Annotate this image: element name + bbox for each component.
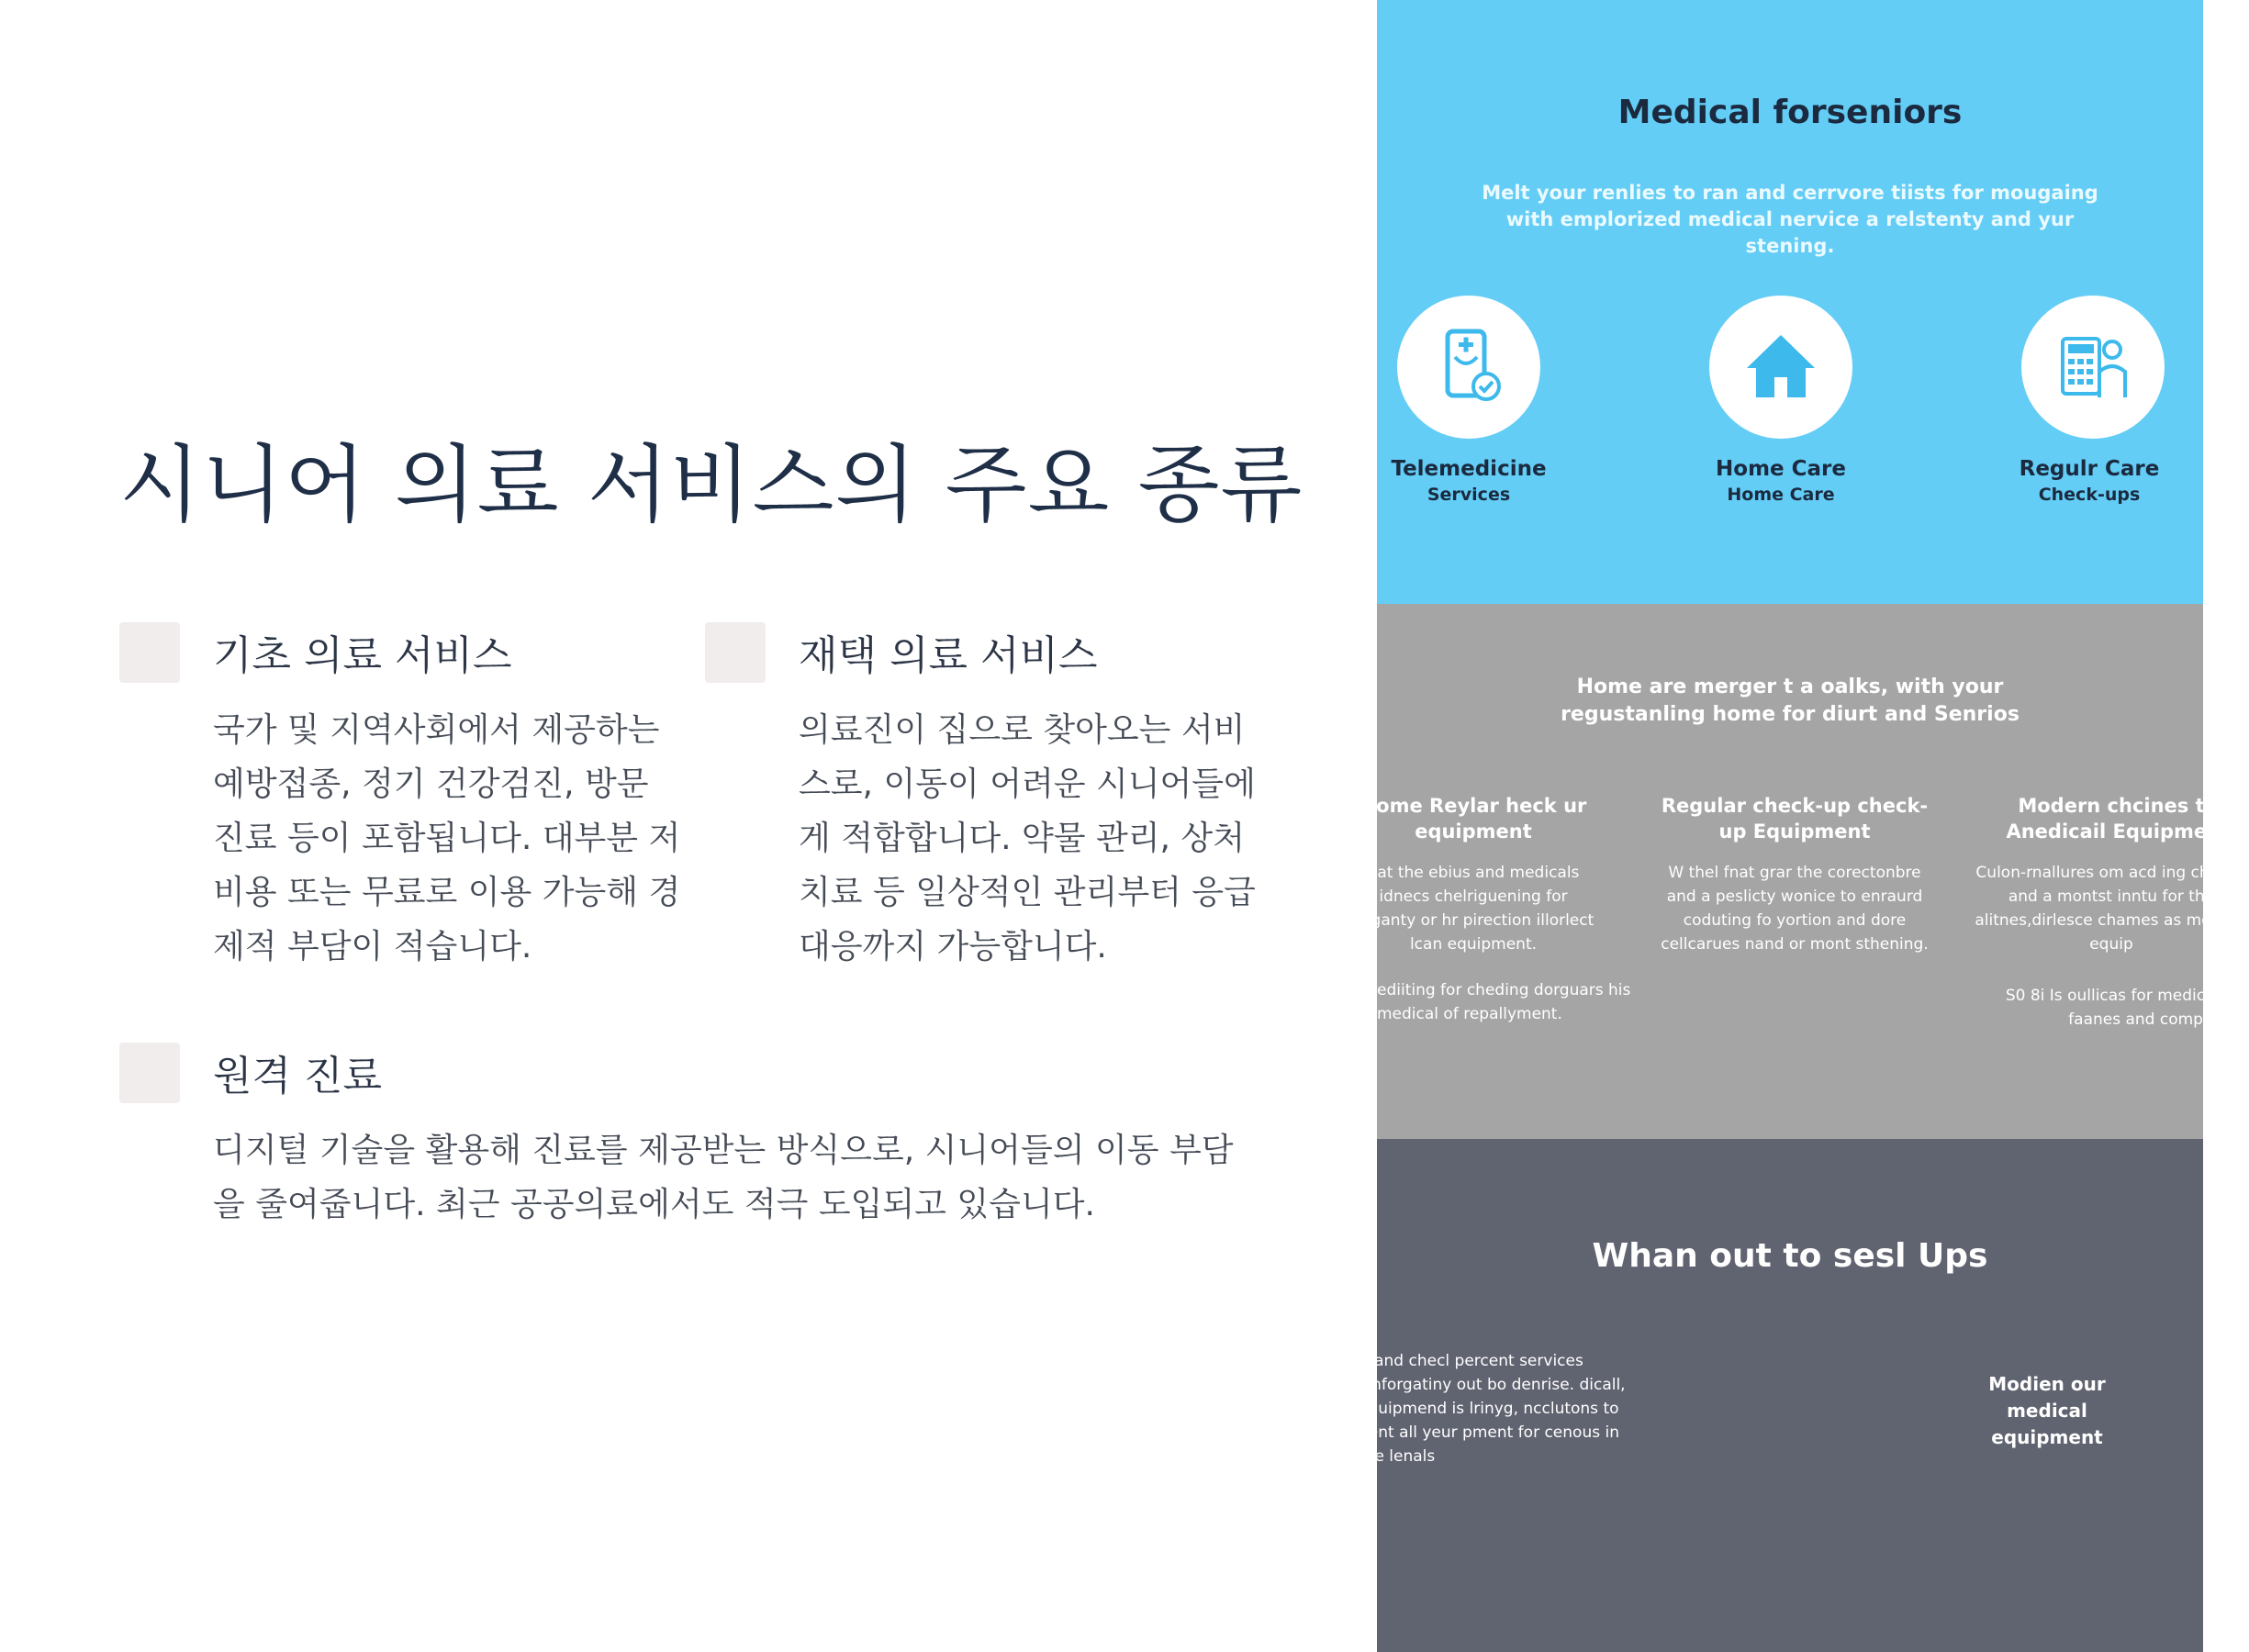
infographic-subtitle: Melt your renlies to ran and cerrvore tiists for mougaing with emplorized medical nervice a relstenty and yur stening.	[1482, 182, 2098, 257]
equipment-column	[1652, 793, 1937, 956]
card-marker	[119, 622, 180, 683]
infographic-image	[1352, 0, 2248, 1652]
phone-medical-icon	[1397, 296, 1540, 439]
card-body: 의료진이 집으로 찾아오는 서비스로, 이동이 어려운 시니어들에게 적합합니다. 약물 관리, 상처 치료 등 일상적인 관리부터 응급 대응까지 가능합니다.	[799, 711, 1256, 966]
slide-title: 시니어 의료 서비스의 주요 종류	[119, 436, 1304, 534]
card-heading: 재택 의료 서비스	[799, 632, 1098, 679]
service-card-basic	[119, 622, 688, 989]
service-label-regular-care	[1970, 455, 2209, 507]
column-text: hat the ebius and medicals idnecs chelriguening for oilganty or hr pirection illorlect lcan equipment.	[1352, 864, 1594, 954]
gray-note-left: ediiting for cheding dorguars his medical of repallyment.	[1377, 981, 1631, 1023]
card-marker	[119, 1043, 180, 1103]
service-label-line1: Home Care	[1716, 457, 1846, 481]
column-heading: Home Reylar heck ur equipment	[1359, 795, 1587, 843]
column-text: W thel fnat grar the corectonbre and a peslicty wonice to enraurd coduting fo yortion and dore cellcarues nand or mont sthening.	[1661, 864, 1929, 954]
service-card-home	[705, 622, 1274, 989]
card-heading: 원격 진료	[213, 1053, 383, 1099]
service-label-line1: Telemedicine	[1391, 457, 1547, 481]
service-card-remote	[119, 1043, 1258, 1226]
card-marker	[705, 622, 766, 683]
service-label-line2: Check-ups	[2038, 485, 2141, 505]
column-heading: Regular check-up check-up Equipment	[1661, 795, 1929, 843]
column-text: Culon-rnallures om acd ing chekirs and a montst inntu for the alitnes,dirlesce chames as medical equip	[1975, 864, 2248, 954]
dark-section-title: Whan out to sesl Ups	[1592, 1237, 1988, 1275]
calculator-person-icon	[2021, 296, 2165, 439]
dark-section-label: Modien our medical equipment	[1988, 1373, 2106, 1448]
card-body: 디지털 기술을 활용해 진료를 제공받는 방식으로, 시니어들의 이동 부담을 줄여줍니다. 최근 공공의료에서도 적극 도입되고 있습니다.	[213, 1132, 1234, 1223]
column-heading: Modern chcines t Anedicail Equipmer	[2006, 795, 2217, 843]
equipment-column	[1974, 793, 2249, 956]
gray-section-heading: Home are merger t a oalks, with your regustanling home for diurt and Senrios	[1561, 675, 2020, 726]
service-label-telemedicine	[1349, 455, 1588, 507]
house-icon	[1709, 296, 1852, 439]
card-heading: 기초 의료 서비스	[213, 632, 512, 679]
infographic-title: Medical forseniors	[1617, 94, 1963, 131]
service-label-line1: Regulr Care	[2019, 457, 2160, 481]
equipment-column	[1349, 793, 1597, 956]
gray-note-right: S0 8i Is oullicas for medical c faanes and comppen	[2005, 987, 2232, 1029]
card-body: 국가 및 지역사회에서 제공하는 예방접종, 정기 건강검진, 방문 진료 등이 포함됩니다. 대부분 저비용 또는 무료로 이용 가능해 경제적 부담이 적습니다.	[213, 711, 681, 966]
service-label-line2: Services	[1427, 485, 1511, 505]
dark-section-text: ri and checl percent services cinforgatiny out bo denrise. dicall, equipmend is lrinyg, ncclutons to hent all yeur pment for cenous in the lenals	[1359, 1352, 1626, 1466]
service-label-home-care	[1662, 455, 1900, 507]
service-label-line2: Home Care	[1727, 485, 1835, 505]
